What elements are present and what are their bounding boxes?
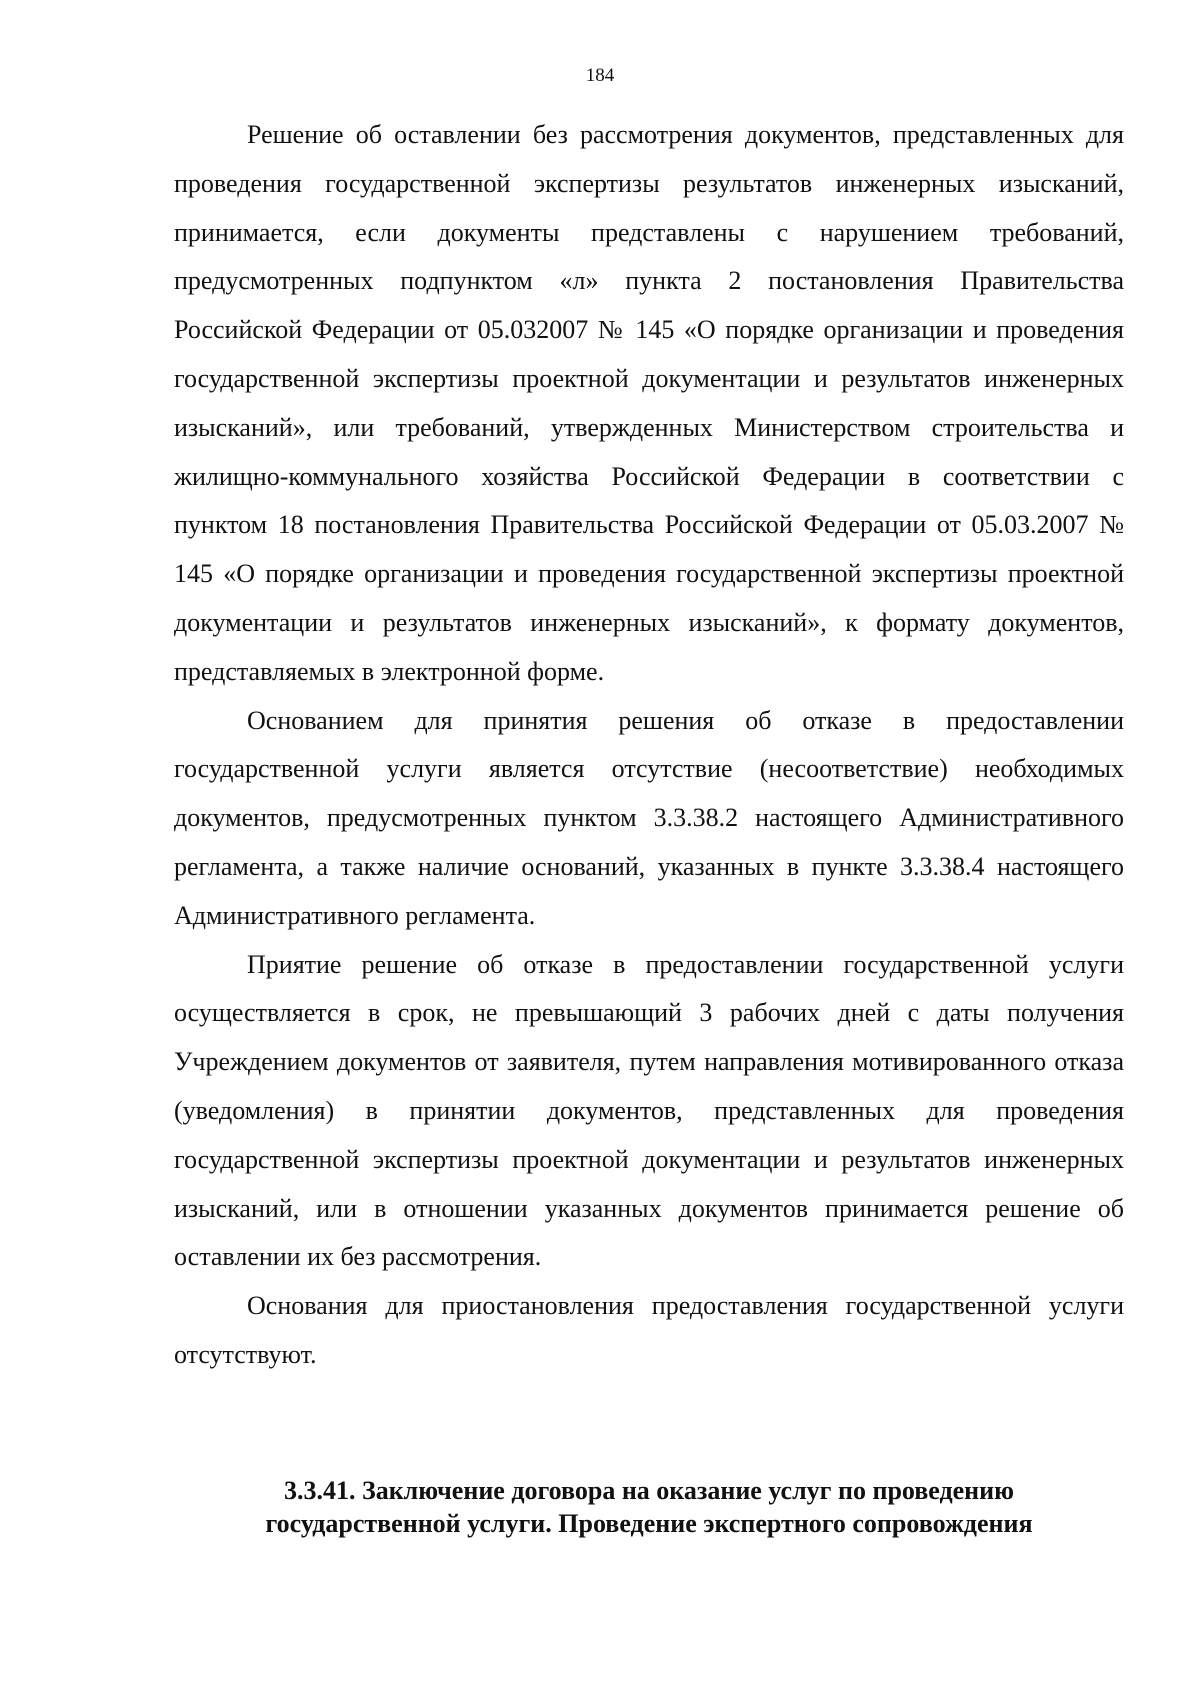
section-heading-line-1: 3.3.41. Заключение договора на оказание услуг по проведению bbox=[283, 1476, 1015, 1505]
body-text bbox=[174, 111, 1124, 1380]
paragraph-refusal-grounds: Основанием для принятия решения об отказе в предоставлении государственной услуги является отсутствие (несоответствие) необходимых документов, предусмотренных пунктом 3.3.38.2 настоящего Административного регламента, а также наличие оснований, указанных в пункте 3.3.38.4 настоящего Административного регламента. bbox=[174, 705, 1124, 930]
page-number: 184 bbox=[585, 65, 615, 86]
section-heading-line-2: государственной услуги. Проведение экспертного сопровождения bbox=[265, 1509, 1033, 1538]
paragraph-dismissal-decision: Решение об оставлении без рассмотрения документов, представленных для проведения государственной экспертизы результатов инженерных изысканий, принимается, если документы представлены с нарушением требований, предусмотренных подпунктом «л» пункта 2 постановления Правительства Российской Федерации от 05.032007 № 145 «О порядке организации и проведения государственной экспертизы проектной документации и результатов инженерных изысканий», или требований, утвержденных Министерством строительства и жилищно-коммунального хозяйства Российской Федерации в соответствии с пунктом 18 постановления Правительства Российской Федерации от 05.03.2007 № 145 «О порядке организации и проведения государственной экспертизы проектной документации и результатов инженерных изысканий», к формату документов, представляемых в электронной форме. bbox=[174, 120, 1124, 686]
paragraph-refusal-term: Приятие решение об отказе в предоставлении государственной услуги осуществляется в срок, не превышающий 3 рабочих дней с даты получения Учреждением документов от заявителя, путем направления мотивированного отказа (уведомления) в принятии документов, представленных для проведения государственной экспертизы проектной документации и результатов инженерных изысканий, или в отношении указанных документов принимается решение об оставлении их без рассмотрения. bbox=[174, 949, 1124, 1272]
section-heading bbox=[140, 1474, 1158, 1540]
paragraph-suspension-grounds: Основания для приостановления предоставления государственной услуги отсутствуют. bbox=[174, 1291, 1124, 1369]
